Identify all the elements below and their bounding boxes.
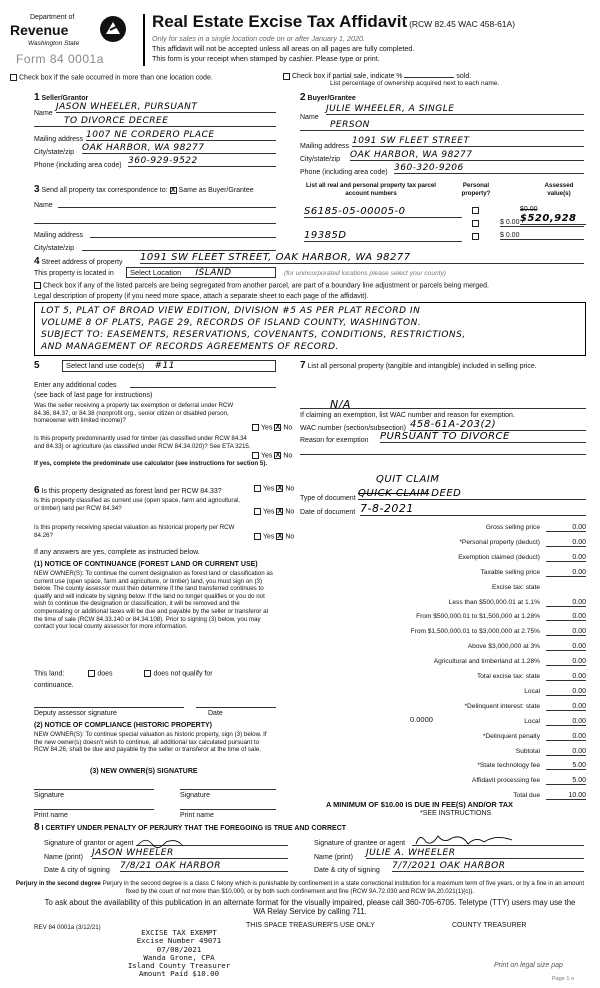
calc-value[interactable]: 10.00: [546, 792, 586, 800]
sec6-q2-yes-label: Yes: [263, 508, 275, 516]
sec3-city-input[interactable]: [82, 243, 276, 251]
assessed-1[interactable]: $520,928: [520, 213, 577, 224]
partial-sale-input[interactable]: [404, 70, 454, 78]
header-note-3: This form is your receipt when stamped by cashier. Please type or print.: [152, 54, 380, 63]
form-number: Form 84 0001a: [16, 52, 104, 66]
notice2-body: NEW OWNER(S): To continue special valuation as historic property, sign (3) below. If the new owner(s) doesn't wish to continue, all additional tax calculated pursuant to RCW 84.26, shall be due and payable by the seller or transferor at the time of sale.: [34, 731, 267, 754]
legal-description-box[interactable]: [34, 302, 586, 356]
same-as-buyer-label: Same as Buyer/Grantee: [178, 187, 254, 194]
doc-date[interactable]: 7-8-2021: [360, 502, 586, 516]
grantor-name-label: Name (print): [44, 854, 83, 861]
buyer-mail[interactable]: 1091 SW FLEET STREET: [352, 136, 584, 147]
sec5-q2-no-label: No: [283, 452, 293, 460]
buyer-city-label: City/state/zip: [300, 156, 341, 163]
grantee-name-label: Name (print): [314, 854, 353, 861]
continuance-label: continuance.: [34, 682, 74, 689]
buyer-heading: [300, 92, 356, 103]
location-select[interactable]: [126, 267, 276, 278]
dor-logo-revenue: Revenue: [10, 22, 69, 38]
land-use-code: #11: [154, 361, 175, 371]
sig-grantee-label: Signature of grantee or agent: [314, 840, 406, 847]
parcel-1[interactable]: S6185-05-00005-0: [304, 206, 462, 218]
local-rate: 0.0000: [410, 715, 433, 724]
grantee-signature[interactable]: [412, 832, 584, 846]
grantor-signature[interactable]: [136, 836, 288, 846]
calc-label: From $500,000.01 to $1,500,000 at 1.28%: [416, 613, 540, 621]
reason-line-2: [300, 454, 586, 455]
page-number: Page 1 o: [552, 976, 575, 982]
calc-value[interactable]: 0.00: [546, 524, 586, 532]
calc-label: *Personal property (deduct): [459, 538, 540, 546]
doc-type-deed: DEED: [431, 488, 462, 499]
doc-type[interactable]: [358, 488, 586, 500]
sec6-ifany: If any answers are yes, complete as instructed below.: [34, 549, 200, 556]
grantor-name[interactable]: JASON WHEELER: [92, 848, 288, 859]
sec3-name-input[interactable]: [58, 200, 276, 208]
assessed-3[interactable]: $ 0.00: [500, 232, 584, 240]
sec6-q1: Is this property designated as forest land per RCW 84.33?: [41, 488, 222, 495]
multi-location-label: Check box if the sale occurred in more than one location code.: [19, 74, 213, 82]
legal-line-3: SUBJECT TO: EASEMENTS, RESERVATIONS, COVENANTS, CONDITIONS, RESTRICTIONS,: [41, 330, 466, 340]
wac-label: WAC number (section/subsection): [300, 425, 406, 432]
header-note-2: This affidavit will not be accepted unless all areas on all pages are fully completed.: [152, 44, 415, 53]
sec5-num: 5: [34, 360, 40, 371]
header-note-1: Only for sales in a single location code on or after January 1, 2020.: [152, 34, 365, 43]
sec4-address-row: [34, 256, 122, 267]
title-main: Real Estate Excise Tax Affidavit: [152, 12, 408, 31]
sec5-q1-answer: [252, 424, 292, 431]
calc-value[interactable]: 5.00: [546, 777, 586, 785]
sec5-q1-no[interactable]: [274, 424, 281, 431]
calc-label: From $1,500,000.01 to $3,000,000 at 2.75%: [410, 628, 540, 636]
calc-label: Affidavit processing fee: [471, 777, 540, 785]
buyer-title: Buyer/Grantee: [307, 95, 356, 102]
sec6-q2-answer: [254, 508, 294, 515]
sig-grantor-label: Signature of grantor or agent: [44, 840, 134, 847]
owner-sig-1[interactable]: [34, 782, 154, 790]
stamp-line-4: Wanda Grone, CPA: [143, 952, 215, 962]
sec6-num: 6: [34, 485, 40, 496]
assessed-2[interactable]: $ 0.00: [500, 219, 584, 227]
wac-number[interactable]: 458-61A-203(2): [410, 419, 586, 431]
alt-format-notice: To ask about the availability of this publication in an alternate format for the visually impaired, please call 360-705-6705. Teletype (TTY) users may use the WA Relay Service by calling 711.: [44, 898, 576, 916]
multi-location-row: [10, 74, 213, 81]
header-divider: [143, 14, 145, 66]
seller-name-1[interactable]: JASON WHEELER, PURSUANT: [56, 102, 276, 113]
sec3-heading: [34, 184, 254, 195]
sec5-q2-no[interactable]: [274, 452, 281, 459]
notice1-heading: (1) NOTICE OF CONTINUANCE (FOREST LAND OR CURRENT USE): [34, 561, 258, 568]
stamp-line-5: Island County Treasurer: [127, 961, 231, 971]
sec7-num: 7: [300, 360, 306, 371]
personal-2-checkbox[interactable]: [472, 220, 479, 227]
property-address[interactable]: 1091 SW FLEET STREET, OAK HARBOR, WA 98277: [140, 252, 584, 264]
sec3-label: Send all property tax correspondence to:: [41, 187, 168, 194]
sec5-q2-answer: [252, 452, 292, 459]
location-select-label: Select Location: [130, 268, 182, 277]
see-back-label: (see back of last page for instructions): [34, 392, 153, 399]
calc-label: Agricultural and timberland at 1.28%: [433, 658, 540, 666]
grantee-date-label: Date & city of signing: [314, 867, 380, 874]
legal-line-1: LOT 5, PLAT OF BROAD VIEW EDITION, DIVISION #5 AS PER PLAT RECORD IN: [41, 306, 421, 316]
buyer-phone[interactable]: 360-320-9206: [394, 163, 584, 174]
calc-value[interactable]: 0.00: [546, 748, 586, 756]
owner-print-1[interactable]: [34, 802, 154, 810]
partial-sale-sold: sold.: [456, 73, 472, 80]
sec6-q1-no[interactable]: [276, 485, 283, 492]
sec5-q1-yes-label: Yes: [261, 424, 273, 432]
segregated-row: [34, 282, 594, 289]
calc-label: Local: [524, 717, 540, 725]
calc-value[interactable]: 0.00: [546, 718, 586, 726]
calc-label: Less than $500,000.01 at 1.1%: [448, 598, 540, 606]
sec5-q1: Was the seller receiving a property tax exemption or deferral under RCW 84.36, 84.37, or 84.38 (nonprofit org., senior citizen or disabled person, homeowner with limited income)?: [34, 402, 234, 425]
sec6-q2-yes[interactable]: [254, 508, 261, 515]
page-title: [152, 12, 515, 32]
notice2-heading: (2) NOTICE OF COMPLIANCE (HISTORIC PROPERTY): [34, 722, 212, 729]
calc-value[interactable]: 0.00: [546, 658, 586, 666]
calc-label: Above $3,000,000 at 3%: [467, 643, 540, 651]
dor-logo-state: Washington State: [28, 40, 80, 47]
sec6-q2-no[interactable]: [276, 508, 283, 515]
treasurer-use-label: THIS SPACE TREASURER'S USE ONLY: [246, 922, 375, 929]
calc-value[interactable]: 0.00: [546, 554, 586, 562]
perjury-text: Perjury in the second degree is a class C felony which is punishable by confinement in a state correctional institution for a maximum term of five years, or by a fine in an amount fixed by the court of not more than $10,000, or by both such confinement and fine (RCW 9A.72.030 and RCW 9A.20.021(1)(c)).: [102, 880, 585, 895]
stamp-line-3: 07/08/2021: [156, 944, 202, 954]
sec3-mail-label: Mailing address: [34, 232, 84, 239]
stamp-line-1: EXCISE TAX EXEMPT: [141, 928, 217, 937]
legal-size-note: Print on legal size pap: [494, 962, 563, 969]
assessed-1-struck: $0.00: [520, 206, 538, 213]
sec6-q1-row: [34, 485, 222, 496]
owner-sig-2-label: Signature: [180, 792, 210, 799]
calc-value[interactable]: 0.00: [546, 703, 586, 711]
buyer-phone-label: Phone (including area code): [300, 169, 388, 176]
owner-print-2-label: Print name: [180, 812, 214, 819]
buyer-name-2[interactable]: PERSON: [300, 120, 584, 131]
grantor-date[interactable]: 7/8/21 OAK HARBOR: [120, 861, 288, 872]
stamp-line-2: Excise Number 49071: [136, 936, 222, 946]
partial-sale-label: Check box if partial sale, indicate %: [292, 73, 403, 80]
does-label: does: [97, 670, 113, 678]
seller-phone-label: Phone (including area code): [34, 162, 122, 169]
grantor-date-label: Date & city of signing: [44, 867, 110, 874]
seller-city[interactable]: OAK HARBOR, WA 98277: [82, 143, 276, 154]
sec6-q1-no-label: No: [285, 485, 295, 493]
calc-label: Local: [524, 687, 540, 695]
grantee-name[interactable]: JULIE A. WHEELER: [366, 848, 584, 859]
calc-value[interactable]: 0.00: [546, 599, 586, 607]
does-not-checkbox[interactable]: [144, 670, 151, 677]
sec6-q3-no[interactable]: [276, 533, 283, 540]
calc-value[interactable]: 0.00: [546, 539, 586, 547]
land-use-select[interactable]: [62, 360, 276, 372]
sec5-q2b: If yes, complete the predominate use calculator (see instructions for section 5).: [34, 460, 268, 467]
exempt-label: If claiming an exemption, list WAC number and reason for exemption.: [300, 412, 515, 419]
buyer-city[interactable]: OAK HARBOR, WA 98277: [350, 150, 584, 161]
legal-line-2: VOLUME 8 OF PLATS, PAGE 29, RECORDS OF ISLAND COUNTY, WASHINGTON.: [41, 318, 422, 328]
multi-location-checkbox[interactable]: [10, 74, 17, 81]
sec3-city-label: City/state/zip: [34, 245, 75, 252]
grantor-signature-scrawl: [136, 836, 196, 848]
calc-value[interactable]: 0.00: [546, 733, 586, 741]
sec6-q2-no-label: No: [285, 508, 295, 516]
exemption-reason[interactable]: PURSUANT TO DIVORCE: [380, 431, 586, 443]
doc-type-label: Type of document: [300, 495, 356, 502]
parcel-col-header: List all real and personal property tax parcel account numbers: [306, 182, 436, 197]
seller-name-2[interactable]: TO DIVORCE DECREE: [34, 116, 276, 127]
personal-property-na[interactable]: N/A: [330, 398, 351, 411]
calc-label: *Delinquent penalty: [482, 732, 540, 740]
quit-claim-text: QUIT CLAIM: [376, 474, 440, 485]
sec7-row: [300, 360, 586, 371]
personal-1-checkbox[interactable]: [472, 207, 479, 214]
seller-mail-label: Mailing address: [34, 136, 84, 143]
sec6-q3-answer: [254, 533, 294, 540]
sec4-label: Street address of property: [41, 259, 123, 266]
segregated-checkbox[interactable]: [34, 282, 41, 289]
county-treasurer-label: COUNTY TREASURER: [452, 922, 527, 929]
calc-label: Gross selling price: [485, 524, 540, 531]
sec5-q1-yes[interactable]: [252, 424, 259, 431]
calc-label: Excise tax: state: [491, 583, 540, 591]
legal-line-4: AND MANAGEMENT OF RECORDS AGREEMENTS OF RECORD.: [41, 342, 339, 352]
sec6-q2: Is this property classified as current use (open space, farm and agricultural, or timber) land per RCW 84.34?: [34, 497, 241, 512]
seller-title: Seller/Grantor: [41, 95, 89, 102]
partial-sale-row: [283, 70, 471, 80]
buyer-name-label: Name: [300, 114, 319, 121]
this-land-row: [34, 670, 213, 677]
calc-label: Total excise tax: state: [476, 673, 540, 680]
does-checkbox[interactable]: [88, 670, 95, 677]
owner-sig-1-label: Signature: [34, 792, 64, 799]
notice1-body: NEW OWNER(S): To continue the current designation as forest land or classification as current use (open space, farm and agriculture, or timber) land, you must sign on (3) below. The county assessor must then determine if the land transferred continues to qualify and will indicate by signing below. If the land no longer qualifies or you do not wish to continue the designation or classification, it will be removed and the compensating or additional taxes will be due and payable by the seller or transferor at the time of sale (RCW 84.33.140 or 84.34.108). Prior to signing (3) below, you may contact your local county assessor for more information.: [34, 570, 273, 631]
deputy-sig-line[interactable]: [34, 702, 184, 708]
buyer-mail-label: Mailing address: [300, 143, 350, 150]
sec5-q2-yes[interactable]: [252, 452, 259, 459]
grantee-signature-scrawl: [412, 832, 522, 848]
calc-label: Total due: [513, 792, 540, 800]
perjury-bold: Perjury in the second degree: [15, 880, 101, 887]
doc-date-label: Date of document: [300, 509, 356, 516]
minimum-notice: A MINIMUM OF $10.00 IS DUE IN FEE(S) AND/OR TAX: [326, 800, 513, 809]
seller-name-label: Name: [34, 110, 53, 117]
calc-value[interactable]: 0.00: [546, 569, 586, 577]
see-instructions: *SEE INSTRUCTIONS: [420, 810, 492, 817]
sec6-q3-no-label: No: [285, 533, 295, 541]
same-as-buyer-checkbox[interactable]: [170, 187, 177, 194]
doc-type-struck: QUICK CLAIM: [358, 488, 430, 499]
sec8-heading-row: [34, 822, 346, 833]
buyer-num: 2: [300, 92, 306, 103]
seller-mail[interactable]: 1007 NE CORDERO PLACE: [86, 130, 276, 141]
calc-value[interactable]: 0.00: [546, 628, 586, 636]
stamp-line-6: Amount Paid $10.00: [138, 969, 220, 979]
personal-col-header: Personal property?: [461, 182, 491, 197]
sec8-heading: I CERTIFY UNDER PENALTY OF PERJURY THAT THE FOREGOING IS TRUE AND CORRECT: [41, 825, 347, 832]
calc-value[interactable]: 0.00: [546, 613, 586, 621]
sec8-num: 8: [34, 822, 40, 833]
deputy-date-line[interactable]: [196, 702, 276, 708]
calc-value[interactable]: 0.00: [546, 673, 586, 681]
calc-value[interactable]: 5.00: [546, 762, 586, 770]
sec5-q2-yes-label: Yes: [261, 452, 273, 460]
dor-logo-dept: Department of: [30, 14, 75, 21]
reason-label: Reason for exemption: [300, 437, 369, 444]
calc-label: Exemption claimed (deduct): [458, 553, 540, 561]
land-use-select-label: Select land use code(s): [66, 361, 145, 370]
segregated-label: Check box if any of the listed parcels are being segregated from another parcel, are part of a boundary line adjustment or parcels being merged.: [43, 282, 489, 290]
owner-sig-2[interactable]: [180, 782, 276, 790]
sec3-name-label: Name: [34, 202, 53, 209]
sec4-unincorp: (for unincorporated locations please select your county): [284, 270, 447, 277]
sec5-q2: Is this property predominantly used for timber (as classified under RCW 84.34 and 84.33) or agriculture (as classified under RCW 84.34.020)? See ETA 3215.: [34, 435, 251, 450]
does-not-label: does not qualify for: [153, 670, 213, 678]
sec6-q1-yes[interactable]: [254, 485, 261, 492]
calc-value[interactable]: 0.00: [546, 643, 586, 651]
partial-sale-note: List percentage of ownership acquired next to each name.: [330, 80, 500, 87]
sec6-q1-answer: [254, 485, 294, 492]
seller-phone[interactable]: 360-929-9522: [128, 156, 276, 167]
sec4-located: This property is located in: [34, 270, 114, 277]
partial-sale-checkbox[interactable]: [283, 73, 290, 80]
sec3-name-input-2[interactable]: [34, 216, 276, 224]
legal-desc-label: Legal description of property (if you need more space, attach a separate sheet to each page of the affidavit).: [34, 293, 369, 300]
sec7-label: List all personal property (tangible and intangible) included in selling price.: [307, 363, 537, 370]
buyer-name-1[interactable]: JULIE WHEELER, A SINGLE: [326, 104, 584, 115]
sec6-q3-yes[interactable]: [254, 533, 261, 540]
owner-print-2[interactable]: [180, 802, 276, 810]
sec4-num: 4: [34, 256, 40, 267]
notice3-heading: (3) NEW OWNER(S) SIGNATURE: [90, 768, 198, 775]
owner-print-1-label: Print name: [34, 812, 68, 819]
calc-label: Subtotal: [515, 747, 540, 755]
rev-number: REV 84 0001a (3/12/21): [34, 924, 101, 931]
calc-label: Taxable selling price: [480, 568, 540, 576]
this-land-label: This land:: [34, 670, 65, 678]
deputy-sig-label: Deputy assessor signature: [34, 710, 117, 717]
calc-label: *State technology fee: [477, 762, 540, 770]
sec3-num: 3: [34, 184, 40, 195]
grantee-date[interactable]: 7/7/2021 OAK HARBOR: [392, 861, 584, 872]
sec6-q3-yes-label: Yes: [263, 533, 275, 541]
sec6-q3: Is this property receiving special valuation as historical property per RCW 84.26?: [34, 524, 235, 539]
parcel-2[interactable]: 19385D: [304, 230, 462, 242]
perjury-notice: [10, 880, 590, 895]
personal-property-line: [300, 408, 586, 409]
location-select-value: ISLAND: [195, 268, 232, 278]
deputy-date-label: Date: [208, 710, 223, 717]
seller-num: 1: [34, 92, 40, 103]
dor-logo-icon: [98, 14, 128, 44]
calc-value[interactable]: 0.00: [546, 688, 586, 696]
sec5-q1-no-label: No: [283, 424, 293, 432]
personal-3-checkbox[interactable]: [472, 233, 479, 240]
add-codes-input[interactable]: [130, 380, 276, 388]
calc-label: *Delinquent interest: state: [464, 702, 540, 710]
sec6-q1-yes-label: Yes: [263, 485, 275, 493]
treasurer-stamp: [120, 929, 238, 979]
sec3-mail-input[interactable]: [90, 230, 276, 238]
dor-logo: [10, 12, 140, 72]
assessed-col-header: Assessed value(s): [544, 182, 574, 197]
title-ref: (RCW 82.45 WAC 458-61A): [409, 19, 516, 29]
add-codes-label: Enter any additional codes: [34, 382, 117, 389]
seller-city-label: City/state/zip: [34, 149, 75, 156]
